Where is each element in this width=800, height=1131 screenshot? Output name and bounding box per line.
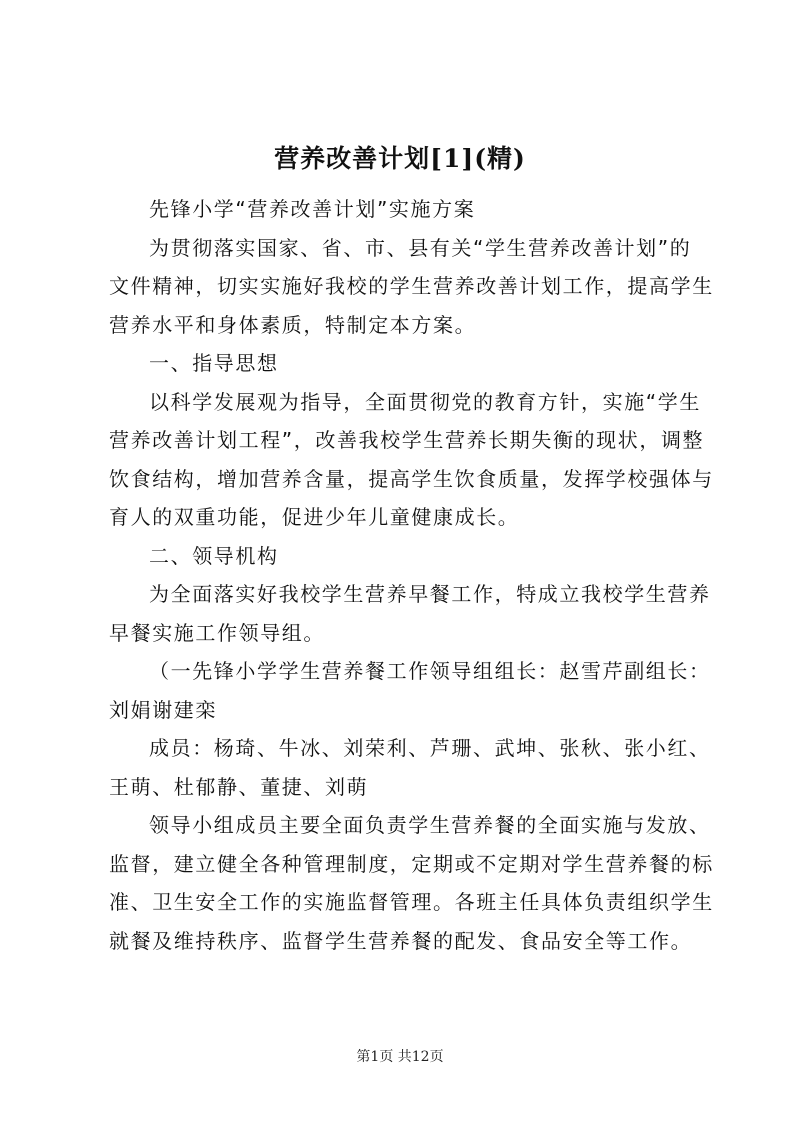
paragraph-line: 以科学发展观为指导，全面贯彻党的教育方针，实施“学生 [149,389,701,414]
paragraph-line: 早餐实施工作领导组。 [109,620,325,645]
paragraph-line: 就餐及维持秩序、监督学生营养餐的配发、食品安全等工作。 [109,928,693,953]
paragraph-line: 成员：杨琦、牛冰、刘荣利、芦珊、武坤、张秋、张小红、 [149,736,711,760]
paragraph-line: 监督，建立健全各种管理制度，定期或不定期对学生营养餐的标 [109,851,714,876]
paragraph-line: （一先锋小学学生营养餐工作领导组组长：赵雪芹副组长： [149,659,711,683]
paragraph-line: 营养改善计划工程”，改善我校学生营养长期失衡的现状，调整 [109,428,705,452]
paragraph-line: 准、卫生安全工作的实施监督管理。各班主任具体负责组织学生 [109,890,714,914]
paragraph-line: 为贯彻落实国家、省、市、县有关“学生营养改善计划”的 [149,235,692,260]
document-body [109,190,719,960]
document-title: 营养改善计划[1](精) [274,144,526,173]
paragraph-line: 营养水平和身体素质，特制定本方案。 [109,312,477,337]
section-heading: 一、指导思想 [149,351,279,375]
paragraph-line: 刘娟谢建栾 [109,697,217,722]
paragraph-line: 王萌、杜郁静、董捷、刘萌 [109,774,369,799]
plan-heading-line: 先锋小学“营养改善计划”实施方案 [149,197,476,221]
paragraph-line: 饮食结构，增加营养含量，提高学生饮食质量，发挥学校强体与 [109,466,714,491]
paragraph-line: 领导小组成员主要全面负责学生营养餐的全面实施与发放、 [149,813,711,837]
paragraph-line: 育人的双重功能，促进少年儿童健康成长。 [109,505,520,529]
page-number-footer: 第1页 共12页 [356,1049,444,1065]
paragraph-line: 为全面落实好我校学生营养早餐工作，特成立我校学生营养 [149,582,711,606]
paragraph-line: 文件精神，切实实施好我校的学生营养改善计划工作，提高学生 [109,274,714,298]
section-heading: 二、领导机构 [149,543,279,568]
